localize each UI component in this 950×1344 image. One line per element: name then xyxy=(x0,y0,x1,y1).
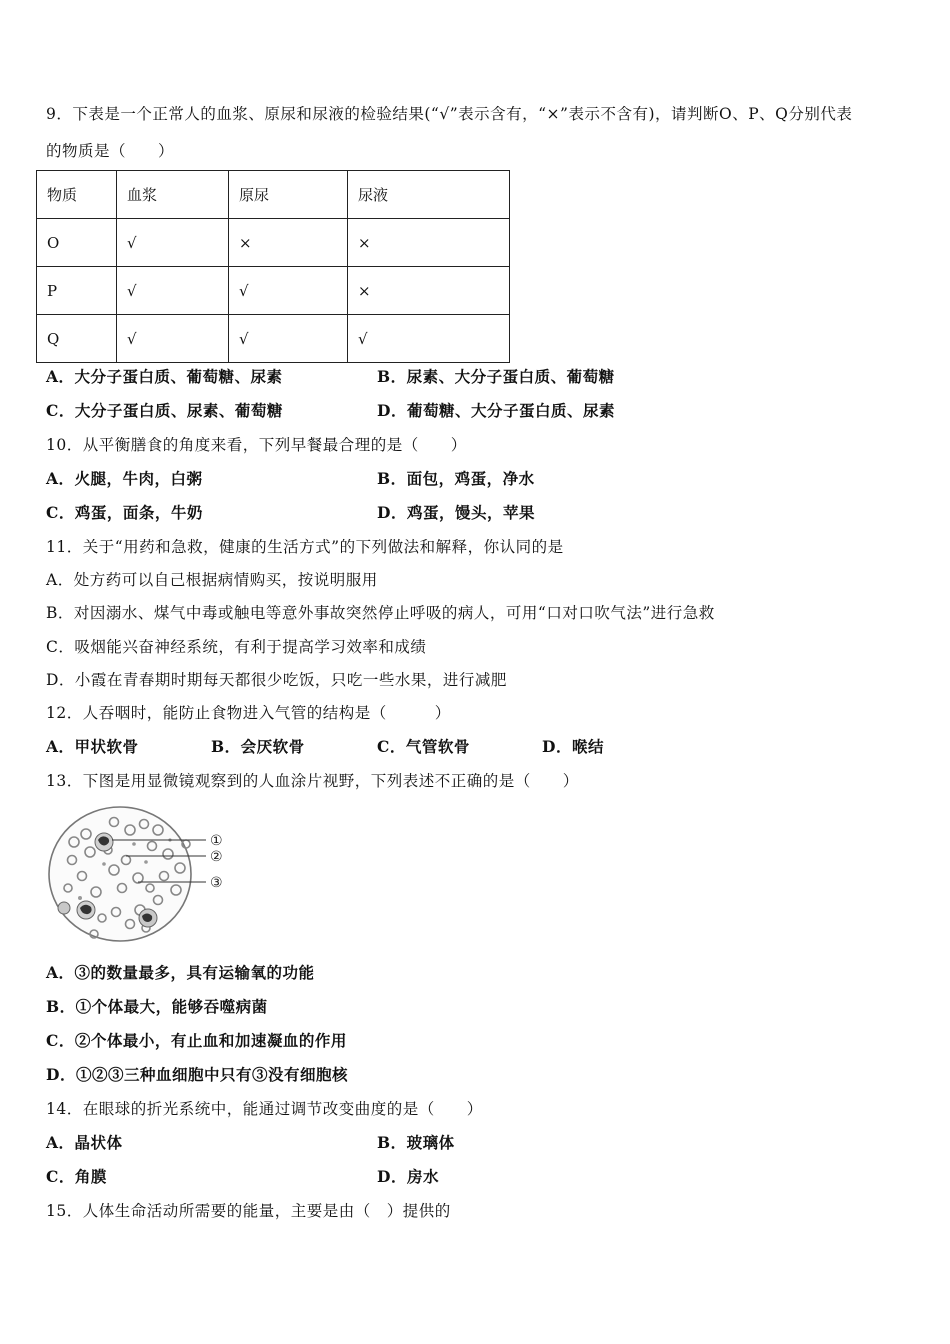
q12-stem: 12．人吞咽时，能防止食物进入气管的结构是（ ） xyxy=(46,704,451,722)
q11-option-b[interactable]: B．对因溺水、煤气中毒或触电等意外事故突然停止呼吸的病人，可用“口对口吹气法”进行急救 xyxy=(46,604,715,622)
q12-option-b[interactable]: B．会厌软骨 xyxy=(211,737,305,756)
table-cell: √ xyxy=(229,315,348,363)
q9-stem-line2: 的物质是（ ） xyxy=(46,142,175,160)
q13-option-c[interactable]: C．②个体最小，有止血和加速凝血的作用 xyxy=(46,1031,347,1050)
q9-option-c[interactable]: C．大分子蛋白质、尿素、葡萄糖 xyxy=(46,401,283,420)
table-header-cell: 物质 xyxy=(37,171,117,219)
q14-option-a[interactable]: A．晶状体 xyxy=(46,1133,123,1152)
q10-option-b[interactable]: B．面包，鸡蛋，净水 xyxy=(377,469,535,488)
q11-option-c[interactable]: C．吸烟能兴奋神经系统，有利于提高学习效率和成绩 xyxy=(46,638,427,656)
q14-option-b[interactable]: B．玻璃体 xyxy=(377,1133,455,1152)
q13-option-a[interactable]: A．③的数量最多，具有运输氧的功能 xyxy=(46,963,315,982)
figure-label-3: ③ xyxy=(210,875,223,891)
table-cell: × xyxy=(348,267,510,315)
q14-stem: 14．在眼球的折光系统中，能通过调节改变曲度的是（ ） xyxy=(46,1100,483,1118)
figure-label-2: ② xyxy=(210,849,223,865)
q13-stem: 13．下图是用显微镜观察到的人血涂片视野，下列表述不正确的是（ ） xyxy=(46,772,579,790)
q9-option-b[interactable]: B．尿素、大分子蛋白质、葡萄糖 xyxy=(377,367,615,386)
table-row xyxy=(37,219,510,267)
table-cell: √ xyxy=(229,267,348,315)
q12-option-d[interactable]: D．喉结 xyxy=(542,737,604,756)
q10-stem: 10．从平衡膳食的角度来看，下列早餐最合理的是（ ） xyxy=(46,436,467,454)
q13-option-b[interactable]: B．①个体最大，能够吞噬病菌 xyxy=(46,997,268,1016)
table-cell: √ xyxy=(117,315,229,363)
q12-option-a[interactable]: A．甲状软骨 xyxy=(46,737,139,756)
table-cell: Q xyxy=(37,315,117,363)
table-cell: √ xyxy=(117,219,229,267)
table-row xyxy=(37,267,510,315)
q15-stem: 15．人体生命活动所需要的能量，主要是由（ ）提供的 xyxy=(46,1202,451,1220)
table-header-row xyxy=(37,171,510,219)
q10-option-c[interactable]: C．鸡蛋，面条，牛奶 xyxy=(46,503,203,522)
table-cell: √ xyxy=(348,315,510,363)
q10-option-a[interactable]: A．火腿，牛肉，白粥 xyxy=(46,469,203,488)
q9-option-a[interactable]: A．大分子蛋白质、葡萄糖、尿素 xyxy=(46,367,283,386)
q10-option-d[interactable]: D．鸡蛋，馒头，苹果 xyxy=(377,503,535,522)
figure-label-1: ① xyxy=(210,833,223,849)
q9-option-d[interactable]: D．葡萄糖、大分子蛋白质、尿素 xyxy=(377,401,615,420)
table-cell: × xyxy=(348,219,510,267)
table-cell: P xyxy=(37,267,117,315)
q12-option-c[interactable]: C．气管软骨 xyxy=(377,737,470,756)
q9-table xyxy=(36,170,510,363)
table-cell: O xyxy=(37,219,117,267)
blood-smear-figure xyxy=(46,800,246,946)
q11-option-d[interactable]: D．小霞在青春期时期每天都很少吃饭，只吃一些水果，进行减肥 xyxy=(46,671,507,689)
q13-option-d[interactable]: D．①②③三种血细胞中只有③没有细胞核 xyxy=(46,1065,348,1084)
table-cell: × xyxy=(229,219,348,267)
table-header-cell: 原尿 xyxy=(229,171,348,219)
q14-option-d[interactable]: D．房水 xyxy=(377,1167,439,1186)
q14-option-c[interactable]: C．角膜 xyxy=(46,1167,107,1186)
blood-smear-field xyxy=(49,807,191,941)
q11-option-a[interactable]: A．处方药可以自己根据病情购买，按说明服用 xyxy=(46,571,378,589)
table-header-cell: 尿液 xyxy=(348,171,510,219)
table-cell: √ xyxy=(117,267,229,315)
table-row xyxy=(37,315,510,363)
q11-stem: 11．关于“用药和急救，健康的生活方式”的下列做法和解释，你认同的是 xyxy=(46,538,564,556)
q9-stem-line1: 9．下表是一个正常人的血浆、原尿和尿液的检验结果(“√”表示含有，“×”表示不含有)，请判断O、P、Q分别代表 xyxy=(46,105,853,123)
table-header-cell: 血浆 xyxy=(117,171,229,219)
